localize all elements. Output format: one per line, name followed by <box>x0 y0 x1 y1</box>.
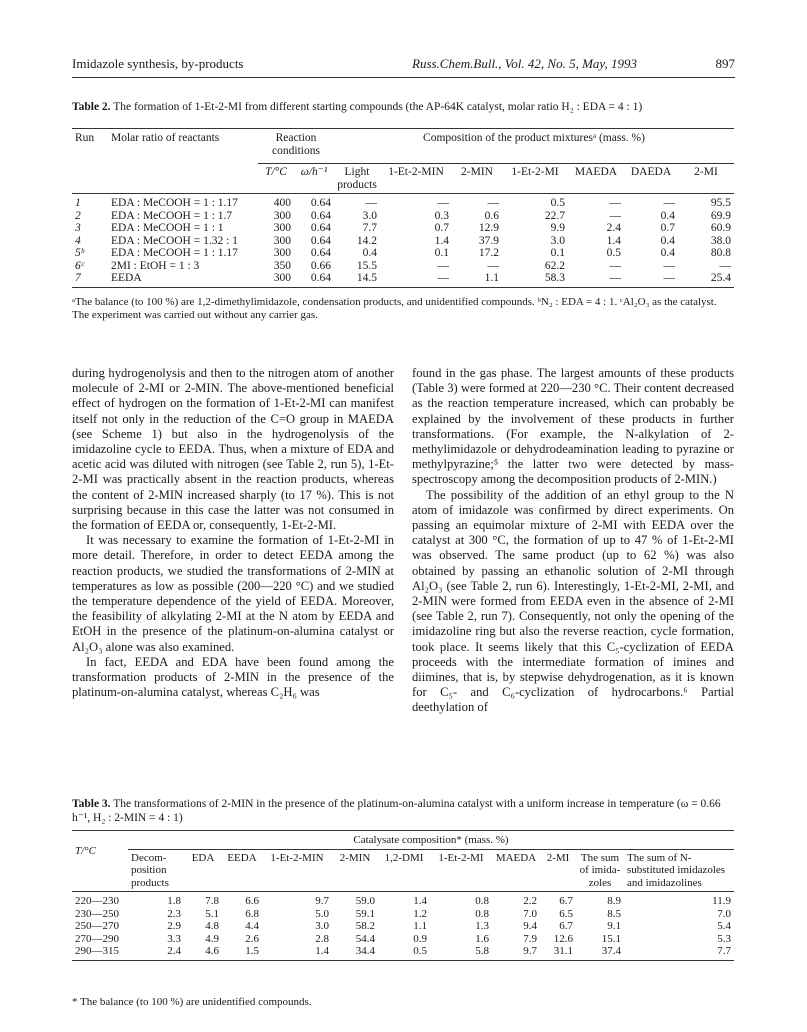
table3-head-c2: EEDA <box>227 851 257 864</box>
table-cell: 5.0 <box>315 907 329 920</box>
table-cell: 6ᶜ <box>75 259 84 272</box>
table-cell: 37.4 <box>601 945 621 957</box>
table-cell: 15.1 <box>601 932 621 945</box>
table-cell: 25.4 <box>710 272 731 284</box>
table-cell: — <box>609 209 621 222</box>
table-cell: — <box>487 259 499 272</box>
table-cell: 400 <box>273 197 291 209</box>
table-cell: 250—270 <box>75 920 119 932</box>
table3-label: Table 3. <box>72 798 111 810</box>
table-cell: 1.6 <box>475 932 489 945</box>
header-rule <box>72 77 735 78</box>
table-cell: 0.3 <box>434 209 449 222</box>
table-cell: 38.0 <box>710 234 731 247</box>
table-cell: — <box>609 259 621 272</box>
table-cell: 0.7 <box>434 222 449 234</box>
table-cell: 7 <box>75 272 81 284</box>
table-cell: 0.64 <box>310 222 331 234</box>
table-cell: EEDA <box>111 272 142 284</box>
table2-head-c2: 2-MIN <box>461 166 493 178</box>
table-cell: 1.2 <box>413 907 427 920</box>
table3-footnote: * The balance (to 100 %) are unidentified compounds. <box>72 996 312 1008</box>
table-cell: 31.1 <box>553 945 573 957</box>
table-cell: 300 <box>273 209 291 222</box>
table-row <box>72 933 734 946</box>
table-cell: 4.6 <box>205 945 219 957</box>
table-cell: — <box>663 197 675 209</box>
table3-head-c7: MAEDA <box>495 851 537 864</box>
table-cell: 2.3 <box>167 907 181 920</box>
table-cell: 12.6 <box>553 932 573 945</box>
table3-head-c1: EDA <box>191 851 215 864</box>
table2-label: Table 2. <box>72 101 111 113</box>
table-cell: 11.9 <box>712 895 731 907</box>
table-cell: 3.0 <box>362 209 377 222</box>
table-cell: 1.4 <box>606 234 621 247</box>
table-cell: — <box>719 259 731 272</box>
table2-footnote: ᵃThe balance (to 100 %) are 1,2-dimethylimidazole, condensation products, and unidentified compounds. ᵇN₂ : EDA = 4 : 1. ᶜAl₂O₃ as the catalyst. The experiment was carried out without any carrier gas. <box>72 296 717 321</box>
table2-head-light: Light products <box>337 166 377 191</box>
table-cell: 230—250 <box>75 907 119 920</box>
table3-caption-text: The transformations of 2-MIN in the presence of the platinum-on-alumina catalyst with a uniform increase in temperature (ω = 0.66 h⁻¹, H₂ : 2-MIN = 4 : 1) <box>72 798 721 824</box>
table-cell: 0.64 <box>310 247 331 259</box>
header-title: Imidazole synthesis, by-products <box>72 56 244 71</box>
table-cell: 62.2 <box>544 259 565 272</box>
table-cell: 300 <box>273 247 291 259</box>
table-cell: EDA : MeCOOH = 1 : 1.7 <box>111 209 233 222</box>
table-row <box>72 272 734 287</box>
table-cell: 0.8 <box>475 895 489 907</box>
table2-head-temp: T/°C <box>258 164 294 194</box>
table-cell: 290—315 <box>75 945 119 957</box>
table-cell: 1.8 <box>167 895 181 907</box>
table-cell: 350 <box>273 259 291 272</box>
table-cell: 6.5 <box>559 907 573 920</box>
table-cell: 2MI : EtOH = 1 : 3 <box>111 259 200 272</box>
table-cell: 1.4 <box>315 945 329 957</box>
table3-head-sum1: The sum of imida-zoles <box>579 851 621 889</box>
table-cell: 0.5 <box>606 247 621 259</box>
table-cell: 80.8 <box>710 247 731 259</box>
table-row <box>72 194 734 210</box>
table2-caption-text: The formation of 1-Et-2-MI from different starting compounds (the AP-64K catalyst, molar ratio H₂ : EDA = 4 : 1) <box>113 101 643 113</box>
table-cell: 9.7 <box>315 895 329 907</box>
body-column-left <box>72 366 394 700</box>
table3-head-sum2: The sum of N-substituted imidazoles and imidazolines <box>627 851 726 889</box>
page-number: 897 <box>715 56 735 71</box>
table-cell: 2.4 <box>606 222 621 234</box>
paragraph: In fact, EEDA and EDA have been found among the transformation products of 2-MIN in the presence of the platinum-on-alumina catalyst, whereas C₂H₆ was <box>72 654 394 700</box>
table-cell: 59.0 <box>355 895 375 907</box>
table3-head-c6: 1-Et-2-MI <box>438 851 484 864</box>
table-cell: — <box>487 197 499 209</box>
table3 <box>72 830 734 961</box>
table-cell: 2.6 <box>245 932 259 945</box>
paragraph: during hydrogenolysis and then to the nitrogen atom of another molecule of 2-MI or 2-MIN. The above-mentioned beneficial effect of hydrogen on the formation of 1-Et-2-MI can manifest itself not only in the reduction of the C=O group in MAEDA (see Scheme 1) but also in the hydrogenolysis of the imidazoline cycle to EEDA. Thus, when a mixture of EDA and acetic acid was diluted with nitrogen (see Table 2, run 5), 1-Et-2-MI was practically absent in the reaction products, whereas the content of 2-MIN increased sharply (to 17 %). This is not surprising because in this case the latter was not consumed in the formation of EEDA or, consequently, 1-Et-2-MI. <box>72 366 394 533</box>
table-cell: EDA : MeCOOH = 1 : 1 <box>111 222 224 234</box>
table-cell: 0.4 <box>660 209 675 222</box>
table-cell: 0.64 <box>310 272 331 284</box>
table-cell: 5.8 <box>475 945 489 957</box>
table2-head-c1: 1-Et-2-MIN <box>388 166 444 178</box>
table3-head-temp: T/°C <box>75 845 96 857</box>
table-cell: 0.64 <box>310 209 331 222</box>
table-cell: 4.4 <box>245 920 259 932</box>
table-row <box>72 210 734 223</box>
table-cell: 5ᵇ <box>75 247 84 259</box>
table-cell: 6.8 <box>245 907 259 920</box>
table-cell: 0.1 <box>550 247 565 259</box>
table-cell: 2.4 <box>167 945 181 957</box>
table-cell: 3.3 <box>167 932 181 945</box>
table-cell: 14.5 <box>356 272 377 284</box>
table-cell: 0.4 <box>660 247 675 259</box>
running-header <box>72 56 735 74</box>
table-cell: 9.1 <box>607 920 621 932</box>
table-cell: 0.5 <box>550 197 565 209</box>
table-cell: 300 <box>273 272 291 284</box>
table-cell: 8.5 <box>607 907 621 920</box>
table-cell: 59.1 <box>355 907 375 920</box>
table3-head-c4: 2-MIN <box>339 851 371 864</box>
table-cell: 1.1 <box>413 920 427 932</box>
table-cell: 2.2 <box>523 895 537 907</box>
table-cell: 95.5 <box>710 197 731 209</box>
table2-head-reaction-conditions: Reaction conditions <box>272 132 320 157</box>
table-cell: 7.9 <box>523 932 537 945</box>
table-cell: 2.9 <box>167 920 181 932</box>
table-cell: 2.8 <box>315 932 329 945</box>
table-cell: 34.4 <box>355 945 375 957</box>
table-cell: 0.6 <box>484 209 499 222</box>
table-cell: 220—230 <box>75 895 119 907</box>
table3-caption <box>72 797 734 825</box>
table-cell: 0.4 <box>362 247 377 259</box>
table-row <box>72 247 734 260</box>
table3-head-c3: 1-Et-2-MIN <box>270 851 324 864</box>
table-cell: 9.7 <box>523 945 537 957</box>
table-cell: 0.4 <box>660 234 675 247</box>
table2-head-c5: DAEDA <box>630 166 672 178</box>
table-cell: 300 <box>273 234 291 247</box>
paragraph: The possibility of the addition of an ethyl group to the N atom of imidazole was confirmed by direct experiments. On passing an equimolar mixture of 2-MI with EEDA over the catalyst at 300 °C, the formation of up to 47 % of 1-Et-2-MI was observed. The same product (up to 62 %) was also obtained by passing an ethanolic solution of 2-MI through Al₂O₃ (see Table 2, run 6). Interestingly, 1-Et-2-MI, 2-MI, and 2-MIN were formed from EEDA even in the absence of 2-MI (see Table 2, run 7). Consequently, not only the opening of the imidazoline ring but also the reverse reaction, cycle formation, took place. It seems likely that this C₅-cyclization of EEDA proceeds with the intermediate formation of imines and diimines, that is, by stepwise dehydrogenation, as it is known for C₅- and C₆-cyclization of hydrocarbons.⁶ Partial deethylation of <box>412 487 734 715</box>
table-cell: 7.7 <box>362 222 377 234</box>
table-row <box>72 892 734 908</box>
table3-head-group: Catalysate composition* (mass. %) <box>128 831 734 850</box>
table-row <box>72 945 734 960</box>
table-row <box>72 908 734 921</box>
table-cell: 14.2 <box>356 234 377 247</box>
table-cell: 22.7 <box>544 209 565 222</box>
table-cell: — <box>609 197 621 209</box>
table-cell: 0.1 <box>434 247 449 259</box>
table-cell: 0.8 <box>475 907 489 920</box>
table-cell: 58.2 <box>355 920 375 932</box>
table-row <box>72 235 734 248</box>
table-cell: 1.3 <box>475 920 489 932</box>
table-cell: 7.0 <box>523 907 537 920</box>
body-column-right <box>412 366 734 716</box>
table-cell: EDA : MeCOOH = 1 : 1.17 <box>111 197 238 209</box>
table-cell: 300 <box>273 222 291 234</box>
table-row <box>72 222 734 235</box>
table-cell: 3 <box>75 222 81 234</box>
table2-head-omega: ω/h⁻¹ <box>294 164 334 194</box>
table2-head-c4: MAEDA <box>574 166 618 178</box>
table-cell: 37.9 <box>478 234 499 247</box>
table-cell: — <box>663 272 675 284</box>
table-cell: 0.64 <box>310 234 331 247</box>
table-cell: 6.7 <box>559 920 573 932</box>
table-cell: 7.7 <box>717 945 731 957</box>
table-cell: — <box>437 259 449 272</box>
paragraph: found in the gas phase. The largest amounts of these products (Table 3) were formed at 220—230 °C. Their content decreased as the reaction temperature increased, which can probably be explained by the involvement of these products in further transformations. (For example, the N-alkylation of 2-methylimidazole or dehydrodeamination leading to pyrazine or methylpyrazine;⁵ the latter two were detected by mass-spectroscopy among the decomposition products of 2-MIN.) <box>412 366 734 487</box>
table-cell: 7.8 <box>205 895 219 907</box>
table-cell: 12.9 <box>478 222 499 234</box>
table2-head-composition: Composition of the product mixturesᵃ (mass. %) <box>423 132 645 144</box>
table-cell: EDA : MeCOOH = 1.32 : 1 <box>111 234 238 247</box>
table-cell: 2 <box>75 209 81 222</box>
table-cell: 17.2 <box>478 247 499 259</box>
table-cell: 0.7 <box>660 222 675 234</box>
table2-head-c6: 2-MI <box>694 166 718 178</box>
table-cell: 1.4 <box>413 895 427 907</box>
table-cell: 58.3 <box>544 272 565 284</box>
table-cell: 15.5 <box>356 259 377 272</box>
table-row <box>72 260 734 273</box>
paragraph: It was necessary to examine the formation of 1-Et-2-MI in more detail. Therefore, in order to detect EEDA among the reaction products, we studied the transformations of 2-MIN at temperatures as low as possible (200—220 °C) and we studied the temperature dependence of the yield of EEDA. Moreover, the feasibility of alkylating 2-MI at the N atom by EEDA and EtOH in the presence of the platinum-on-alumina catalyst or Al₂O₃ alone was also examined. <box>72 533 394 654</box>
table2 <box>72 128 734 288</box>
table2-head-molar-ratio: Molar ratio of reactants <box>111 132 220 144</box>
table-cell: 0.64 <box>310 197 331 209</box>
table-cell: EDA : MeCOOH = 1 : 1.17 <box>111 247 238 259</box>
table-cell: 4.8 <box>205 920 219 932</box>
table-cell: 7.0 <box>717 907 731 920</box>
table2-head-c3: 1-Et-2-MI <box>511 166 559 178</box>
table-cell: 8.9 <box>607 895 621 907</box>
table-row <box>72 920 734 933</box>
table-cell: 5.1 <box>205 907 219 920</box>
table-cell: 3.0 <box>550 234 565 247</box>
table-cell: 0.9 <box>413 932 427 945</box>
header-citation: Russ.Chem.Bull., Vol. 42, No. 5, May, 1993 <box>412 56 637 71</box>
table-cell: 4 <box>75 234 81 247</box>
table2-head-run: Run <box>75 132 95 144</box>
table-cell: 6.7 <box>559 895 573 907</box>
table3-head-c8: 2-MI <box>546 851 570 864</box>
table-cell: 9.4 <box>523 920 537 932</box>
table-cell: 4.9 <box>205 932 219 945</box>
table-cell: 0.5 <box>413 945 427 957</box>
table-cell: 54.4 <box>355 932 375 945</box>
table-cell: — <box>437 197 449 209</box>
table-cell: — <box>663 259 675 272</box>
table-cell: 3.0 <box>315 920 329 932</box>
table-cell: 1.1 <box>484 272 499 284</box>
table-cell: 9.9 <box>550 222 565 234</box>
table-cell: 0.66 <box>310 259 331 272</box>
table-cell: 69.9 <box>710 209 731 222</box>
table-cell: — <box>365 197 377 209</box>
table3-head-c5: 1,2-DMI <box>384 851 424 864</box>
table-cell: — <box>437 272 449 284</box>
table-cell: 5.4 <box>717 920 731 932</box>
table-cell: — <box>609 272 621 284</box>
table-cell: 1 <box>75 197 81 209</box>
table-cell: 270—290 <box>75 932 119 945</box>
table-cell: 60.9 <box>710 222 731 234</box>
table-cell: 6.6 <box>245 895 259 907</box>
table2-caption <box>72 100 734 114</box>
table-cell: 1.4 <box>434 234 449 247</box>
table-cell: 5.3 <box>717 932 731 945</box>
table-cell: 1.5 <box>245 945 259 957</box>
table3-head-decomp: Decom-position products <box>131 851 169 889</box>
